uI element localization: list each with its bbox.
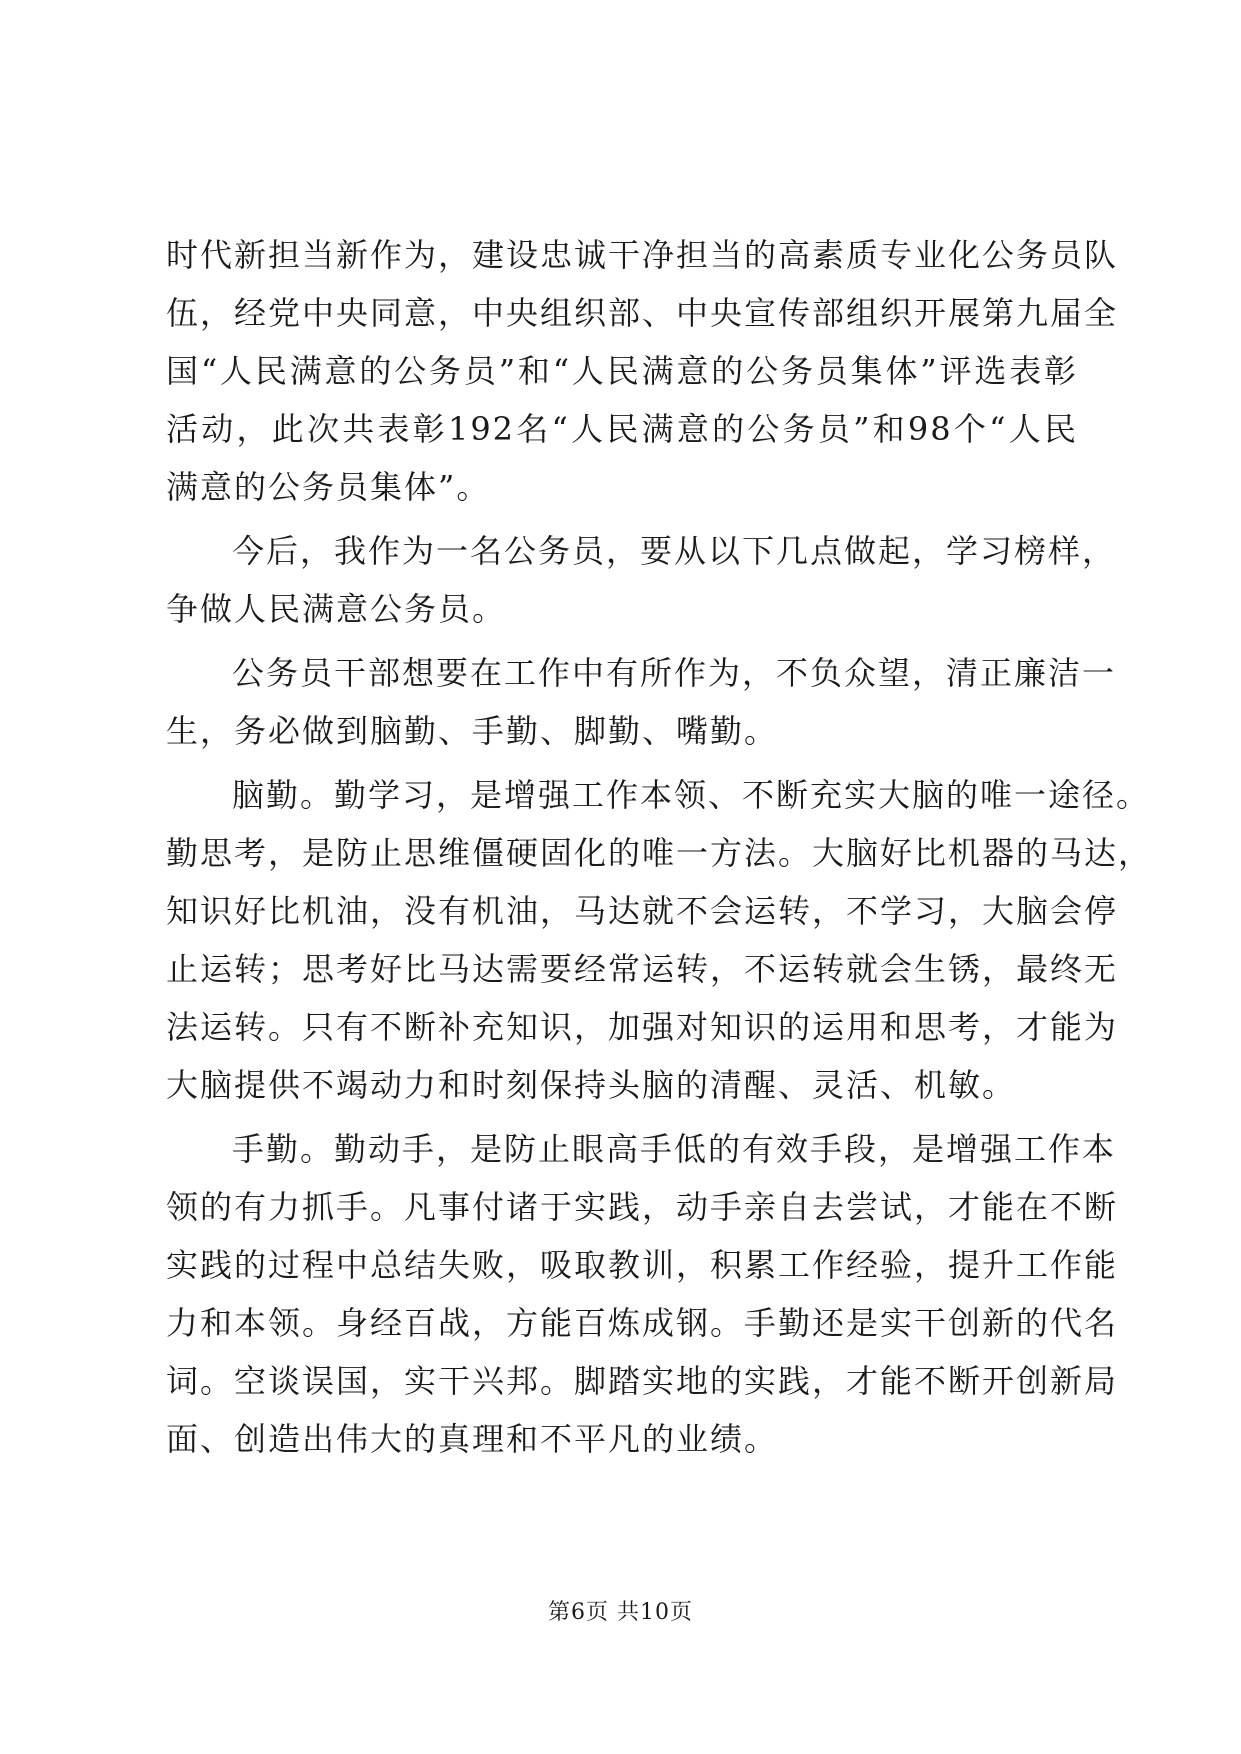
text-line: 伍，经党中央同意，中央组织部、中央宣传部组织开展第九届全 [166, 294, 1119, 332]
text-line: 面、创造出伟大的真理和不平凡的业绩。 [166, 1420, 779, 1458]
text-line: 止运转；思考好比马达需要经常运转，不运转就会生锈，最终无 [166, 950, 1119, 988]
text-line: 活动，此次共表彰192名“人民满意的公务员”和98个“人民 [166, 410, 1078, 448]
text-line: 领的有力抓手。凡事付诸于实践，动手亲自去尝试，才能在不断 [166, 1188, 1119, 1226]
text-line: 法运转。只有不断补充知识，加强对知识的运用和思考，才能为 [166, 1008, 1119, 1046]
text-line: 力和本领。身经百战，方能百炼成钢。手勤还是实干创新的代名 [166, 1304, 1119, 1342]
text-line: 脑勤。勤学习，是增强工作本领、不断充实大脑的唯一途径。 [232, 776, 1151, 814]
page-number-footer: 第6页 共10页 [548, 1600, 693, 1625]
text-line: 手勤。勤动手，是防止眼高手低的有效手段，是增强工作本 [232, 1130, 1117, 1168]
paragraph-overview [166, 644, 1117, 760]
text-line: 大脑提供不竭动力和时刻保持头脑的清醒、灵活、机敏。 [166, 1066, 1017, 1104]
text-line: 公务员干部想要在工作中有所作为，不负众望，清正廉洁一 [232, 654, 1117, 692]
text-line: 争做人民满意公务员。 [166, 590, 507, 628]
text-line: 生，务必做到脑勤、手勤、脚勤、嘴勤。 [166, 712, 779, 750]
text-line: 国“人民满意的公务员”和“人民满意的公务员集体”评选表彰 [166, 352, 1078, 390]
body-text [166, 226, 1153, 1468]
text-line: 今后，我作为一名公务员，要从以下几点做起，学习榜样， [232, 532, 1117, 570]
text-line: 满意的公务员集体”。 [166, 468, 491, 506]
paragraph-intro [166, 522, 1117, 638]
text-line: 实践的过程中总结失败，吸取教训，积累工作经验，提升工作能 [166, 1246, 1119, 1284]
paragraph-hands [166, 1120, 1119, 1468]
paragraph-continuation [166, 226, 1119, 516]
text-line: 词。空谈误国，实干兴邦。脚踏实地的实践，才能不断开创新局 [166, 1362, 1119, 1400]
text-line: 时代新担当新作为，建设忠诚干净担当的高素质专业化公务员队 [166, 236, 1119, 274]
paragraph-brain [166, 766, 1153, 1114]
text-line: 勤思考，是防止思维僵硬固化的唯一方法。大脑好比机器的马达， [166, 834, 1153, 872]
text-line: 知识好比机油，没有机油，马达就不会运转，不学习，大脑会停 [166, 892, 1119, 930]
